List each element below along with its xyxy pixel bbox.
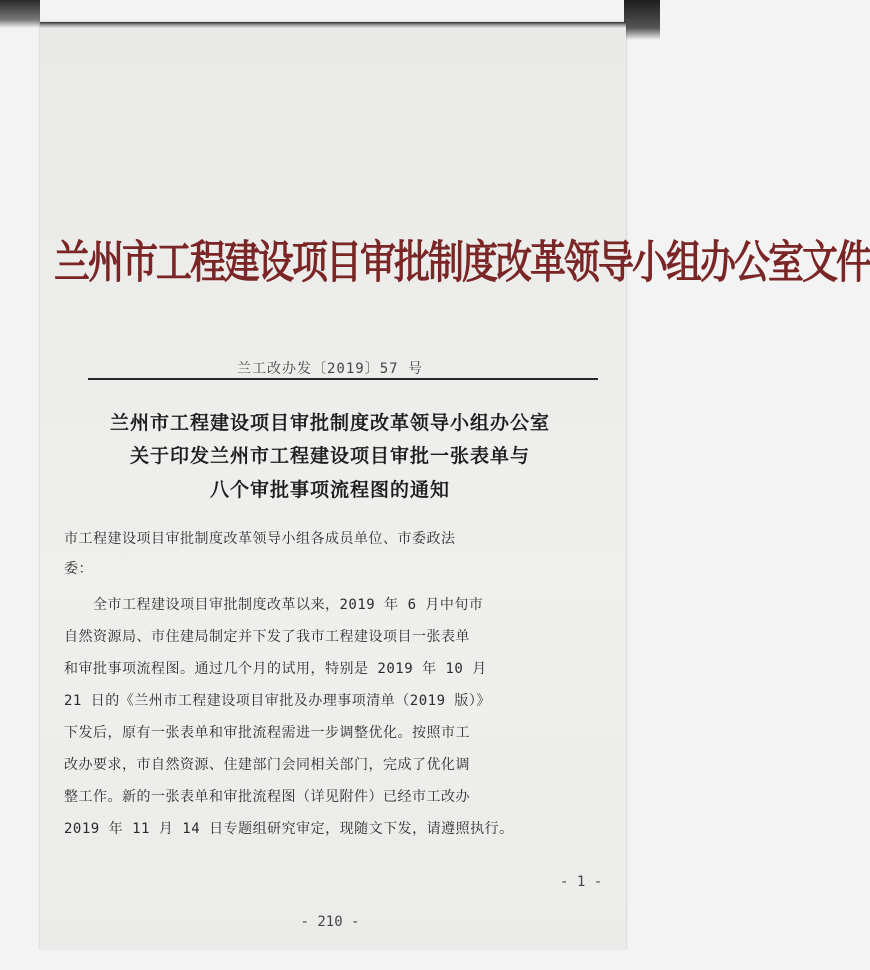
body-paragraph-line: 自然资源局、市住建局制定并下发了我市工程建设项目一张表单 — [64, 629, 470, 645]
body-paragraph-line: 2019 年 11 月 14 日专题组研究审定，现随文下发，请遵照执行。 — [64, 821, 514, 837]
bottom-margin — [0, 950, 660, 970]
notice-title-line: 兰州市工程建设项目审批制度改革领导小组办公室 — [109, 412, 550, 434]
addressee-line: 市工程建设项目审批制度改革领导小组各成员单位、市委政法 — [64, 531, 456, 547]
notice-title-line: 关于印发兰州市工程建设项目审批一张表单与 — [129, 445, 530, 467]
page-top-edge-shadow — [40, 22, 626, 28]
photo-background-top-left — [0, 0, 40, 28]
book-page-number: - 210 - — [300, 914, 360, 930]
body-paragraph-line: 下发后，原有一张表单和审批流程需进一步调整优化。按照市工 — [64, 725, 470, 741]
addressee-line: 委： — [64, 561, 93, 577]
photo-background-top-right — [624, 0, 660, 40]
body-paragraph-line: 改办要求，市自然资源、住建部门会同相关部门，完成了优化调 — [64, 757, 470, 773]
body-paragraph-line: 和审批事项流程图。通过几个月的试用，特别是 2019 年 10 月 — [64, 661, 487, 677]
body-paragraph-line: 整工作。新的一张表单和审批流程图（详见附件）已经市工改办 — [64, 789, 470, 805]
header-divider — [88, 378, 598, 380]
body-paragraph-line: 全市工程建设项目审批制度改革以来，2019 年 6 月中旬市 — [64, 597, 484, 613]
notice-title-line: 八个审批事项流程图的通知 — [209, 479, 450, 501]
page-number: - 1 - — [560, 874, 603, 890]
body-paragraph-line: 21 日的《兰州市工程建设项目审批及办理事项清单（2019 版）》 — [64, 693, 491, 709]
document-number: 兰工改办发〔2019〕57 号 — [236, 361, 423, 377]
red-header-title: 兰州市工程建设项目审批制度改革领导小组办公室文件 — [54, 236, 870, 289]
